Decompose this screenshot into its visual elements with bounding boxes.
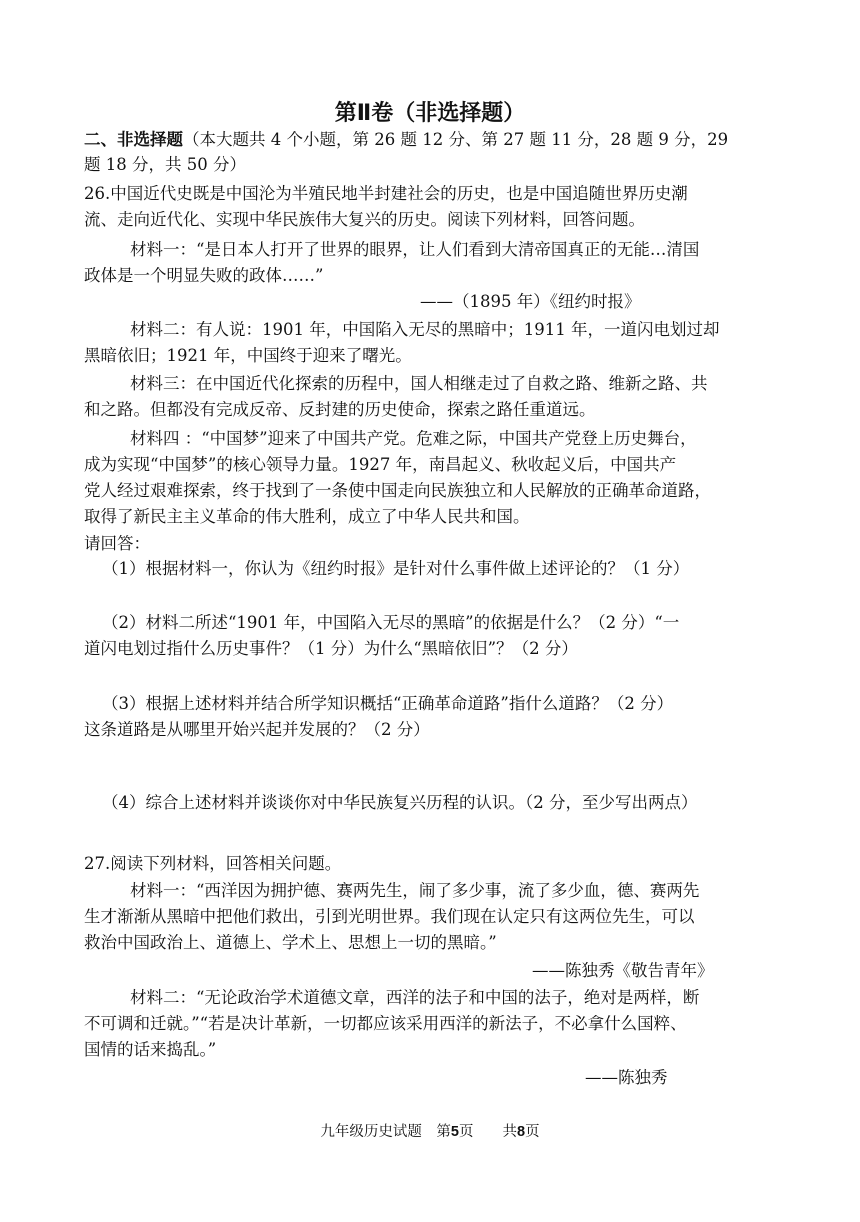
q27-intro: 27.阅读下列材料，回答相关问题。 [84,854,342,873]
q27-material-1-cont2: 救治中国政治上、道德上、学术上、思想上一切的黑暗。” [84,933,497,952]
q26-sub-2: （2）材料二所述“1901 年，中国陷入无尽的黑暗”的依据是什么？（2 分）“一 [102,613,680,632]
q26-material-4-cont3: 取得了新民主主义革命的伟大胜利，成立了中华人民共和国。 [84,507,530,526]
q26-material-4: 材料四 ：“中国梦”迎来了中国共产党。危难之际，中国共产党登上历史舞台， [130,429,697,448]
section-heading: 二、非选择题 [84,130,183,149]
footer-exam-label: 九年级历史试题 第 [320,1124,451,1140]
q26-material-3: 材料三：在中国近代化探索的历程中，国人相继走过了自救之路、维新之路、共 [130,374,708,393]
section-instructions: （本大题共 4 个小题，第 26 题 12 分、第 27 题 11 分，28 题 9 分，29 [183,130,729,149]
footer-page-suffix: 页 [525,1124,540,1140]
q27-material-1: 材料一：“西洋因为拥护德、赛两先生，闹了多少事，流了多少血，德、赛两先 [130,881,700,900]
q27-material-2-cont2: 国情的话来捣乱。” [84,1040,217,1059]
footer-total-pages: 8 [517,1124,526,1140]
footer-page-number: 5 [450,1124,459,1140]
q26-intro-cont: 流、走向近代化、实现中华民族伟大复兴的历史。阅读下列材料，回答问题。 [84,210,645,229]
q26-material-2: 材料二：有人说：1901 年，中国陷入无尽的黑暗中；1911 年，一道闪电划过却 [130,320,720,339]
footer-total-label: 页 共 [459,1124,517,1140]
section-instructions-cont: 题 18 分，共 50 分） [84,155,246,174]
q26-material-2-cont: 黑暗依旧；1921 年，中国终于迎来了曙光。 [84,346,412,365]
q26-ask: 请回答： [84,534,150,553]
section-heading-line [84,128,728,152]
q26-sub-3: （3）根据上述材料并结合所学知识概括“正确革命道路”指什么道路？（2 分） [102,694,674,713]
page-footer [0,1120,860,1141]
q26-material-1-source: ——（1895 年）《纽约时报》 [420,292,641,311]
q26-sub-1: （1）根据材料一，你认为《纽约时报》是针对什么事件做上述评论的？（1 分） [102,559,690,578]
q26-intro: 26.中国近代史既是中国沦为半殖民地半封建社会的历史，也是中国追随世界历史潮 [84,184,688,203]
page-title: 第Ⅱ卷（非选择题） [334,101,526,126]
q27-material-1-cont: 生才渐渐从黑暗中把他们救出，引到光明世界。我们现在认定只有这两位先生，可以 [84,907,695,926]
q26-sub-2-cont: 道闪电划过指什么历史事件？（1 分）为什么“黑暗依旧”？（2 分） [84,639,578,658]
q27-material-2-source: ——陈独秀 [585,1068,668,1087]
q27-material-2-cont: 不可调和迁就。”“若是决计革新，一切都应该采用西洋的新法子，不必拿什么国粹、 [84,1014,687,1033]
q26-sub-3-cont: 这条道路是从哪里开始兴起并发展的？（2 分） [84,720,430,739]
q27-material-1-source: ——陈独秀《敬告青年》 [532,961,714,980]
q26-sub-4: （4）综合上述材料并谈谈你对中华民族复兴历程的认识。（2 分，至少写出两点） [102,793,698,812]
q26-material-4-cont2: 党人经过艰难探索，终于找到了一条使中国走向民族独立和人民解放的正确革命道路， [84,481,711,500]
q26-material-1: 材料一：“是日本人打开了世界的眼界，让人们看到大清帝国真正的无能…清国 [130,240,700,259]
q27-material-2: 材料二：“无论政治学术道德文章，西洋的法子和中国的法子，绝对是两样，断 [130,988,700,1007]
q26-material-1-cont: 政体是一个明显失败的政体……” [84,266,324,285]
q26-material-4-cont: 成为实现“中国梦”的核心领导力量。1927 年，南昌起义、秋收起义后，中国共产 [84,455,677,474]
q26-material-3-cont: 和之路。但都没有完成反帝、反封建的历史使命，探索之路任重道远。 [84,400,596,419]
